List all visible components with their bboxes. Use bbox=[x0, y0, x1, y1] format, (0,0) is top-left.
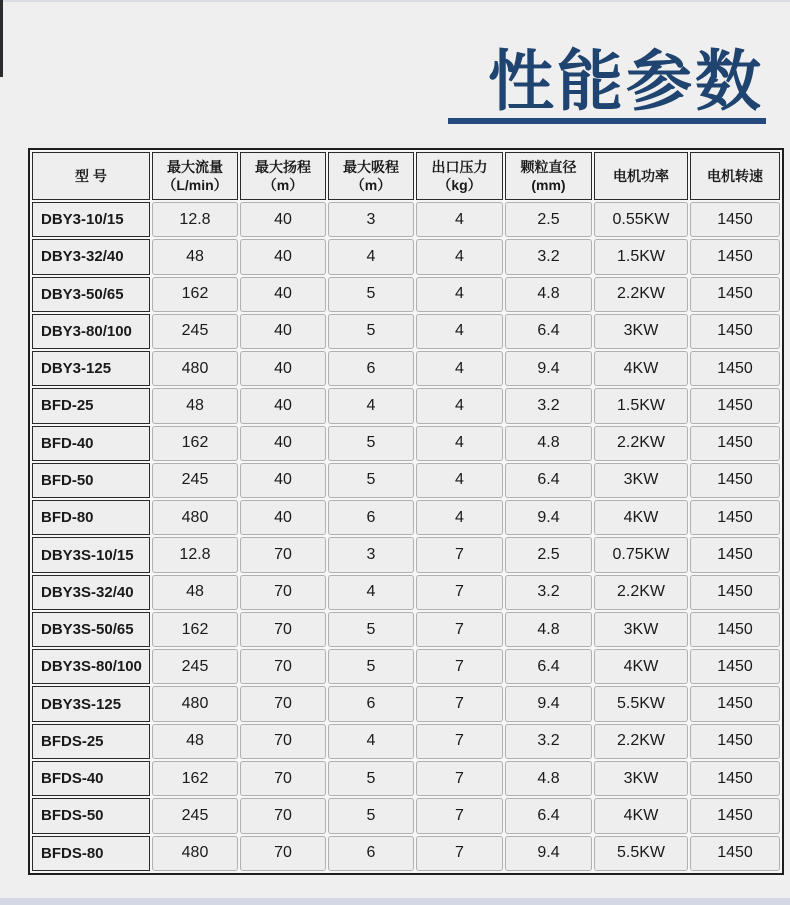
data-cell: 1450 bbox=[690, 426, 780, 461]
data-cell: 162 bbox=[152, 426, 238, 461]
data-cell: 2.2KW bbox=[594, 724, 688, 759]
model-cell: BFDS-25 bbox=[32, 724, 150, 759]
data-cell: 5 bbox=[328, 314, 414, 349]
data-cell: 6.4 bbox=[505, 463, 592, 498]
model-cell: BFD-80 bbox=[32, 500, 150, 535]
data-cell: 0.55KW bbox=[594, 202, 688, 237]
data-cell: 3 bbox=[328, 202, 414, 237]
data-cell: 5 bbox=[328, 649, 414, 684]
data-cell: 5.5KW bbox=[594, 836, 688, 871]
data-cell: 6 bbox=[328, 351, 414, 386]
data-cell: 1450 bbox=[690, 686, 780, 721]
model-cell: BFD-25 bbox=[32, 388, 150, 423]
data-cell: 70 bbox=[240, 612, 326, 647]
table-row bbox=[32, 649, 780, 684]
data-cell: 9.4 bbox=[505, 686, 592, 721]
table-row bbox=[32, 537, 780, 572]
spec-table bbox=[28, 148, 784, 875]
model-cell: DBY3-125 bbox=[32, 351, 150, 386]
model-cell: DBY3S-10/15 bbox=[32, 537, 150, 572]
table-row bbox=[32, 724, 780, 759]
table-body bbox=[32, 202, 780, 871]
data-cell: 7 bbox=[416, 798, 503, 833]
data-cell: 480 bbox=[152, 351, 238, 386]
data-cell: 9.4 bbox=[505, 351, 592, 386]
data-cell: 7 bbox=[416, 575, 503, 610]
data-cell: 40 bbox=[240, 463, 326, 498]
column-header-1: 最大流量 （L/min） bbox=[152, 152, 238, 200]
data-cell: 1450 bbox=[690, 314, 780, 349]
data-cell: 245 bbox=[152, 798, 238, 833]
data-cell: 40 bbox=[240, 500, 326, 535]
data-cell: 48 bbox=[152, 388, 238, 423]
data-cell: 2.5 bbox=[505, 202, 592, 237]
data-cell: 162 bbox=[152, 761, 238, 796]
data-cell: 4 bbox=[328, 575, 414, 610]
model-cell: BFDS-80 bbox=[32, 836, 150, 871]
data-cell: 6 bbox=[328, 500, 414, 535]
data-cell: 1.5KW bbox=[594, 388, 688, 423]
data-cell: 70 bbox=[240, 537, 326, 572]
data-cell: 4 bbox=[328, 724, 414, 759]
column-header-6: 电机功率 bbox=[594, 152, 688, 200]
table-row bbox=[32, 388, 780, 423]
data-cell: 4.8 bbox=[505, 612, 592, 647]
data-cell: 162 bbox=[152, 612, 238, 647]
data-cell: 1.5KW bbox=[594, 239, 688, 274]
model-cell: BFD-50 bbox=[32, 463, 150, 498]
data-cell: 4.8 bbox=[505, 426, 592, 461]
page-title: 性能参数 bbox=[488, 44, 764, 118]
data-cell: 7 bbox=[416, 761, 503, 796]
model-cell: DBY3S-80/100 bbox=[32, 649, 150, 684]
data-cell: 1450 bbox=[690, 202, 780, 237]
data-cell: 70 bbox=[240, 575, 326, 610]
left-dark-bar bbox=[0, 0, 3, 77]
data-cell: 6.4 bbox=[505, 649, 592, 684]
data-cell: 12.8 bbox=[152, 537, 238, 572]
data-cell: 4 bbox=[416, 463, 503, 498]
title-underline bbox=[448, 118, 766, 124]
data-cell: 70 bbox=[240, 649, 326, 684]
data-cell: 2.2KW bbox=[594, 277, 688, 312]
table-row bbox=[32, 239, 780, 274]
model-cell: BFD-40 bbox=[32, 426, 150, 461]
data-cell: 9.4 bbox=[505, 500, 592, 535]
data-cell: 4.8 bbox=[505, 277, 592, 312]
data-cell: 3.2 bbox=[505, 724, 592, 759]
model-cell: DBY3-80/100 bbox=[32, 314, 150, 349]
data-cell: 1450 bbox=[690, 836, 780, 871]
table-row bbox=[32, 575, 780, 610]
data-cell: 9.4 bbox=[505, 836, 592, 871]
data-cell: 480 bbox=[152, 836, 238, 871]
data-cell: 70 bbox=[240, 761, 326, 796]
table-row bbox=[32, 612, 780, 647]
data-cell: 6 bbox=[328, 836, 414, 871]
data-cell: 40 bbox=[240, 351, 326, 386]
data-cell: 70 bbox=[240, 686, 326, 721]
table-row bbox=[32, 761, 780, 796]
data-cell: 70 bbox=[240, 724, 326, 759]
data-cell: 3KW bbox=[594, 761, 688, 796]
data-cell: 4.8 bbox=[505, 761, 592, 796]
data-cell: 1450 bbox=[690, 798, 780, 833]
data-cell: 4 bbox=[416, 314, 503, 349]
data-cell: 40 bbox=[240, 202, 326, 237]
table-row bbox=[32, 351, 780, 386]
data-cell: 7 bbox=[416, 836, 503, 871]
column-header-5: 颗粒直径 (mm) bbox=[505, 152, 592, 200]
data-cell: 48 bbox=[152, 575, 238, 610]
column-header-2: 最大扬程 （m） bbox=[240, 152, 326, 200]
data-cell: 5 bbox=[328, 463, 414, 498]
top-edge-line bbox=[0, 0, 790, 2]
data-cell: 6 bbox=[328, 686, 414, 721]
data-cell: 3KW bbox=[594, 314, 688, 349]
data-cell: 1450 bbox=[690, 724, 780, 759]
data-cell: 1450 bbox=[690, 239, 780, 274]
column-header-7: 电机转速 bbox=[690, 152, 780, 200]
column-header-4: 出口压力 （kg） bbox=[416, 152, 503, 200]
table-row bbox=[32, 277, 780, 312]
data-cell: 0.75KW bbox=[594, 537, 688, 572]
data-cell: 245 bbox=[152, 314, 238, 349]
data-cell: 70 bbox=[240, 836, 326, 871]
data-cell: 4 bbox=[416, 351, 503, 386]
data-cell: 5 bbox=[328, 277, 414, 312]
data-cell: 4 bbox=[416, 202, 503, 237]
data-cell: 5 bbox=[328, 612, 414, 647]
table-row bbox=[32, 500, 780, 535]
model-cell: BFDS-40 bbox=[32, 761, 150, 796]
data-cell: 3 bbox=[328, 537, 414, 572]
data-cell: 40 bbox=[240, 388, 326, 423]
data-cell: 1450 bbox=[690, 575, 780, 610]
model-cell: DBY3-50/65 bbox=[32, 277, 150, 312]
model-cell: DBY3S-50/65 bbox=[32, 612, 150, 647]
table-row bbox=[32, 202, 780, 237]
data-cell: 6.4 bbox=[505, 314, 592, 349]
data-cell: 48 bbox=[152, 724, 238, 759]
data-cell: 1450 bbox=[690, 649, 780, 684]
data-cell: 3.2 bbox=[505, 388, 592, 423]
model-cell: DBY3S-125 bbox=[32, 686, 150, 721]
data-cell: 7 bbox=[416, 686, 503, 721]
data-cell: 4 bbox=[416, 500, 503, 535]
data-cell: 1450 bbox=[690, 351, 780, 386]
data-cell: 4KW bbox=[594, 351, 688, 386]
data-cell: 480 bbox=[152, 500, 238, 535]
table-header-row bbox=[32, 152, 780, 200]
data-cell: 2.2KW bbox=[594, 426, 688, 461]
data-cell: 1450 bbox=[690, 537, 780, 572]
data-cell: 40 bbox=[240, 426, 326, 461]
data-cell: 5 bbox=[328, 798, 414, 833]
data-cell: 1450 bbox=[690, 500, 780, 535]
data-cell: 40 bbox=[240, 239, 326, 274]
table-row bbox=[32, 426, 780, 461]
data-cell: 245 bbox=[152, 649, 238, 684]
data-cell: 480 bbox=[152, 686, 238, 721]
data-cell: 40 bbox=[240, 277, 326, 312]
data-cell: 12.8 bbox=[152, 202, 238, 237]
data-cell: 5 bbox=[328, 426, 414, 461]
data-cell: 7 bbox=[416, 649, 503, 684]
data-cell: 5.5KW bbox=[594, 686, 688, 721]
data-cell: 7 bbox=[416, 612, 503, 647]
data-cell: 1450 bbox=[690, 612, 780, 647]
data-cell: 1450 bbox=[690, 761, 780, 796]
data-cell: 1450 bbox=[690, 388, 780, 423]
data-cell: 3KW bbox=[594, 612, 688, 647]
data-cell: 4 bbox=[328, 239, 414, 274]
data-cell: 70 bbox=[240, 798, 326, 833]
data-cell: 3.2 bbox=[505, 239, 592, 274]
data-cell: 4 bbox=[416, 277, 503, 312]
data-cell: 2.2KW bbox=[594, 575, 688, 610]
table-row bbox=[32, 836, 780, 871]
data-cell: 7 bbox=[416, 537, 503, 572]
column-header-0: 型 号 bbox=[32, 152, 150, 200]
column-header-3: 最大吸程 （m） bbox=[328, 152, 414, 200]
data-cell: 2.5 bbox=[505, 537, 592, 572]
bottom-bar bbox=[0, 898, 790, 905]
data-cell: 4 bbox=[328, 388, 414, 423]
table-row bbox=[32, 463, 780, 498]
data-cell: 162 bbox=[152, 277, 238, 312]
table-row bbox=[32, 314, 780, 349]
data-cell: 245 bbox=[152, 463, 238, 498]
model-cell: DBY3-32/40 bbox=[32, 239, 150, 274]
data-cell: 3.2 bbox=[505, 575, 592, 610]
model-cell: BFDS-50 bbox=[32, 798, 150, 833]
data-cell: 4 bbox=[416, 426, 503, 461]
data-cell: 7 bbox=[416, 724, 503, 759]
data-cell: 40 bbox=[240, 314, 326, 349]
data-cell: 4KW bbox=[594, 500, 688, 535]
data-cell: 4KW bbox=[594, 649, 688, 684]
data-cell: 5 bbox=[328, 761, 414, 796]
data-cell: 1450 bbox=[690, 277, 780, 312]
data-cell: 3KW bbox=[594, 463, 688, 498]
data-cell: 4 bbox=[416, 239, 503, 274]
data-cell: 1450 bbox=[690, 463, 780, 498]
data-cell: 6.4 bbox=[505, 798, 592, 833]
table-row bbox=[32, 686, 780, 721]
model-cell: DBY3-10/15 bbox=[32, 202, 150, 237]
data-cell: 48 bbox=[152, 239, 238, 274]
table-head bbox=[32, 152, 780, 200]
data-cell: 4 bbox=[416, 388, 503, 423]
model-cell: DBY3S-32/40 bbox=[32, 575, 150, 610]
table-row bbox=[32, 798, 780, 833]
data-cell: 4KW bbox=[594, 798, 688, 833]
